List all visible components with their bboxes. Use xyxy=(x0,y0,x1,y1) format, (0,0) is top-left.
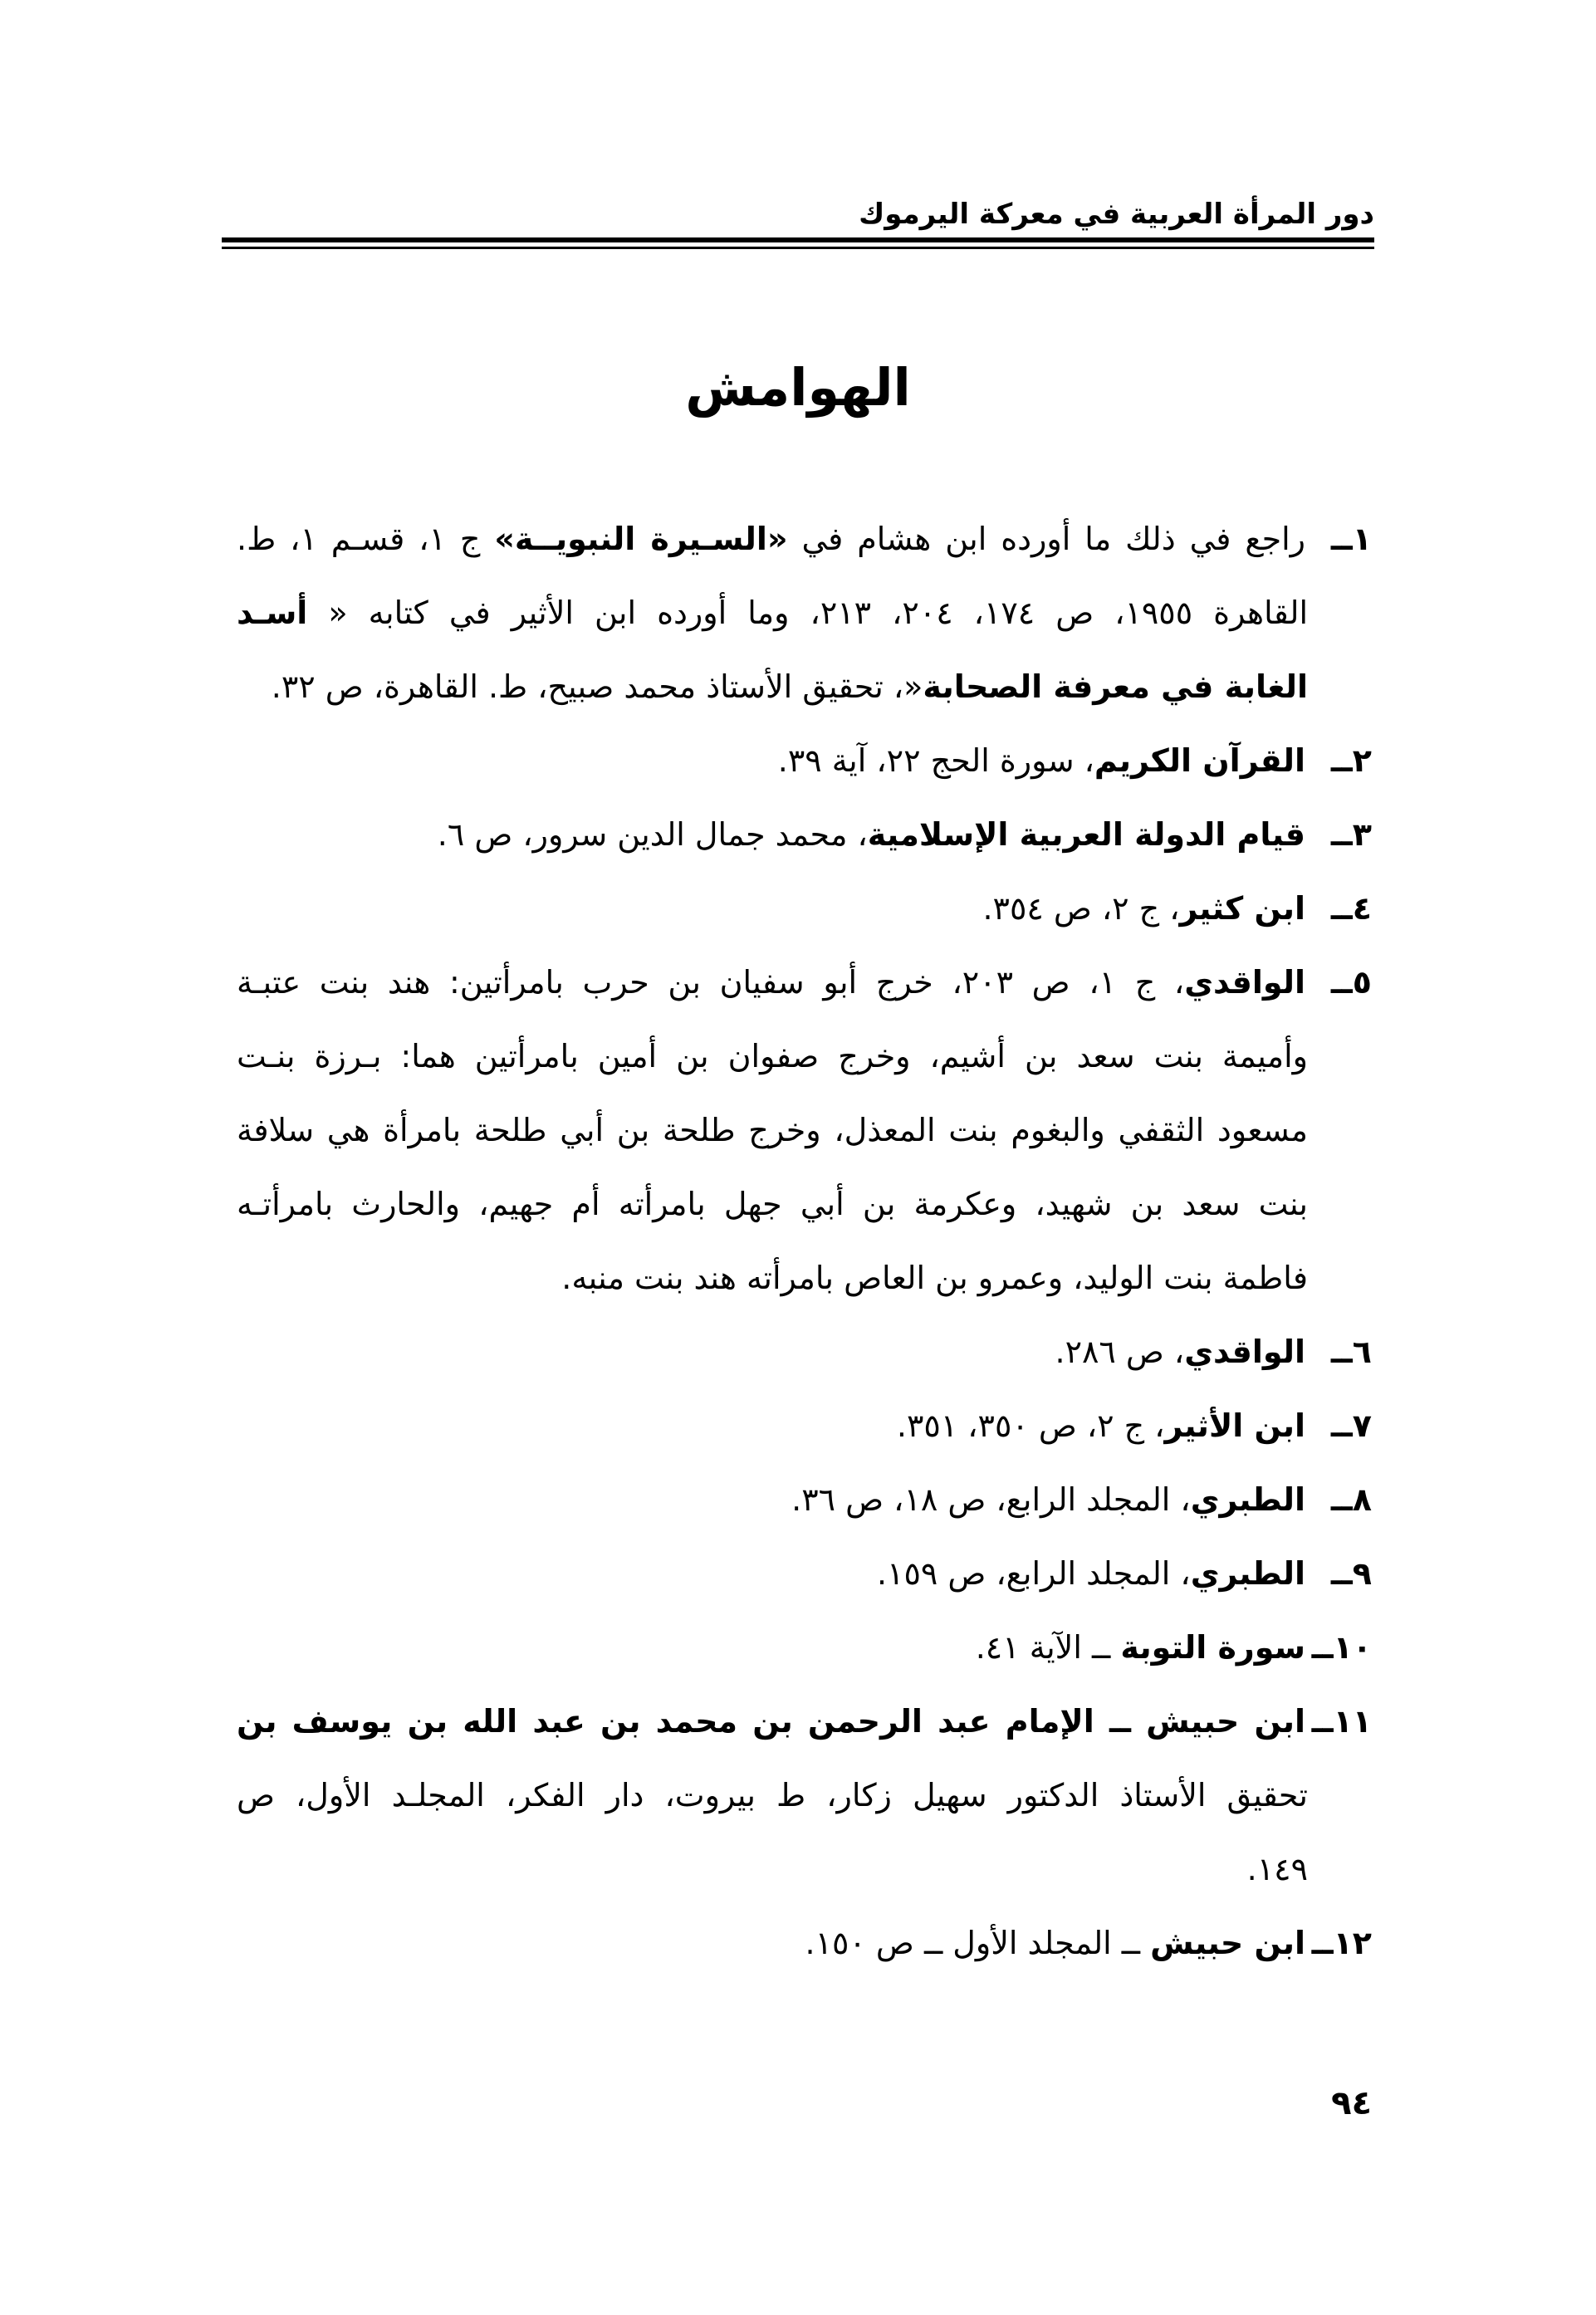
footnote xyxy=(237,1537,1372,1611)
footnote-number: ٣ــ xyxy=(1330,816,1372,853)
footnote-number: ٧ــ xyxy=(1330,1407,1372,1444)
footnote-number: ٤ــ xyxy=(1330,890,1372,927)
source-title: الواقدي xyxy=(1184,1334,1305,1370)
footnote-line xyxy=(237,1611,1372,1685)
footnote xyxy=(237,502,1372,724)
footnote-line xyxy=(237,1463,1372,1537)
footnote-number: ١٠ــ xyxy=(1311,1629,1372,1666)
footnote xyxy=(237,1611,1372,1685)
footnote-number: ٨ــ xyxy=(1330,1481,1372,1518)
footnote xyxy=(237,1463,1372,1537)
footnote-line xyxy=(237,650,1372,724)
footnote-line xyxy=(237,576,1372,650)
footnote-text: فاطمة بنت الوليد، وعمرو بن العاص بامرأته هند بنت منبه. xyxy=(561,1260,1308,1296)
footnote-text: ١٤٩. xyxy=(1246,1851,1308,1887)
footnote-line xyxy=(237,1389,1372,1463)
source-title: أسـد xyxy=(237,595,308,631)
source-title: ابن كثير xyxy=(1179,890,1305,927)
footnote-line xyxy=(237,872,1372,946)
source-title: ابن الأثير xyxy=(1164,1407,1305,1444)
footnote xyxy=(237,946,1372,1315)
footnote-text: ، محمد جمال الدين سرور، ص ٦. xyxy=(437,816,868,853)
source-title: القرآن الكريم xyxy=(1094,742,1305,779)
footnote-line xyxy=(237,946,1372,1020)
footnote-number: ١١ــ xyxy=(1311,1703,1372,1740)
footnote-number: ٥ــ xyxy=(1330,964,1372,1001)
footnote-text: ج ١، قسـم ١، ط. xyxy=(237,521,495,557)
footnote-line xyxy=(237,1315,1372,1389)
footnote-number: ٩ــ xyxy=(1330,1555,1372,1592)
footnote-line xyxy=(237,1241,1372,1315)
footnote-line xyxy=(237,1906,1372,1980)
footnote-number: ١٢ــ xyxy=(1311,1925,1372,1961)
footnote-text: تحقيق الأستاذ الدكتور سهيل زكار، ط بيروت، دار الفكر، المجلـد الأول، ص xyxy=(237,1777,1308,1813)
footnote-line xyxy=(237,1759,1372,1833)
footnote-line xyxy=(237,1167,1372,1241)
footnote-number: ٦ــ xyxy=(1330,1334,1372,1370)
footnote-line xyxy=(237,1020,1372,1094)
footnote xyxy=(237,798,1372,872)
footnote-line xyxy=(237,1094,1372,1167)
footnote-text: وأميمة بنت سعد بن أشيم، وخرج صفوان بن أمين بامرأتين هما: بـرزة بنـت xyxy=(237,1038,1308,1074)
footnote xyxy=(237,1389,1372,1463)
footnotes-list xyxy=(237,502,1372,1980)
footnote xyxy=(237,1315,1372,1389)
footnote-text: ، المجلد الرابع، ص ١٥٩. xyxy=(876,1555,1191,1592)
footnote-text: ، المجلد الرابع، ص ١٨، ص ٣٦. xyxy=(791,1481,1191,1518)
footnote-line xyxy=(237,1537,1372,1611)
page-number: ٩٤ xyxy=(1331,2084,1372,2122)
footnote-number: ٢ــ xyxy=(1330,742,1372,779)
footnote-number: ١ــ xyxy=(1330,521,1372,557)
footnote-text: بنت سعد بن شهيد، وعكرمة بن أبي جهل بامرأته أم جهيم، والحارث بامرأتـه xyxy=(237,1186,1308,1222)
footnote-text: ــ الآية ٤١. xyxy=(975,1629,1121,1666)
footnote-text: ، سورة الحج ٢٢، آية ٣٩. xyxy=(777,742,1094,779)
footnote-text: ، ج ٢، ص ٣٥٤. xyxy=(982,890,1180,927)
source-title: الغابة في معرفة الصحابة xyxy=(923,668,1308,705)
footnote-text: ، ج ٢، ص ٣٥٠، ٣٥١. xyxy=(896,1407,1165,1444)
footnote-text: ــ المجلد الأول ــ ص ١٥٠. xyxy=(805,1925,1151,1961)
footnote-line xyxy=(237,502,1372,576)
source-title: الواقدي xyxy=(1184,964,1306,1001)
header-rule-thick xyxy=(222,237,1374,242)
source-title: ابن حبيش xyxy=(1150,1925,1305,1961)
footnote-line xyxy=(237,1833,1372,1906)
footnote xyxy=(237,872,1372,946)
footnote-text: «، تحقيق الأستاذ محمد صبيح، ط. القاهرة، ص ٣٢. xyxy=(271,668,923,705)
page-title: الهوامش xyxy=(685,357,911,418)
running-header: دور المرأة العربية في معركة اليرموك xyxy=(859,198,1374,231)
footnote-text: راجع في ذلك ما أورده ابن هشام في xyxy=(787,521,1305,557)
footnote-text: مسعود الثقفي والبغوم بنت المعذل، وخرج طلحة بن أبي طلحة بامرأة هي سلافة xyxy=(237,1112,1308,1148)
footnote-text: القاهرة ١٩٥٥، ص ١٧٤، ٢٠٤، ٢١٣، وما أورده ابن الأثير في كتابه « xyxy=(307,595,1309,631)
source-title: الطبري xyxy=(1190,1481,1305,1518)
footnote-line xyxy=(237,798,1372,872)
footnote xyxy=(237,1906,1372,1980)
footnote-text: ، ج ١، ص ٢٠٣، خرج أبو سفيان بن حرب بامرأتين: هند بنت عتبـة xyxy=(237,964,1185,1001)
footnote-line xyxy=(237,724,1372,798)
source-title: ابن حبيش ــ الإمام عبد الرحمن بن محمد بن عبد الله بن يوسف بن xyxy=(237,1703,1305,1740)
footnote xyxy=(237,1685,1372,1906)
source-title: قيام الدولة العربية الإسلامية xyxy=(867,816,1305,853)
footnote-text: ، ص ٢٨٦. xyxy=(1055,1334,1185,1370)
footnote-line xyxy=(237,1685,1372,1759)
footnote xyxy=(237,724,1372,798)
source-title: سورة التوبة xyxy=(1120,1629,1305,1666)
source-title: «السـيرة النبويــة» xyxy=(494,521,788,557)
header-rule-thin xyxy=(222,247,1374,249)
source-title: الطبري xyxy=(1190,1555,1305,1592)
